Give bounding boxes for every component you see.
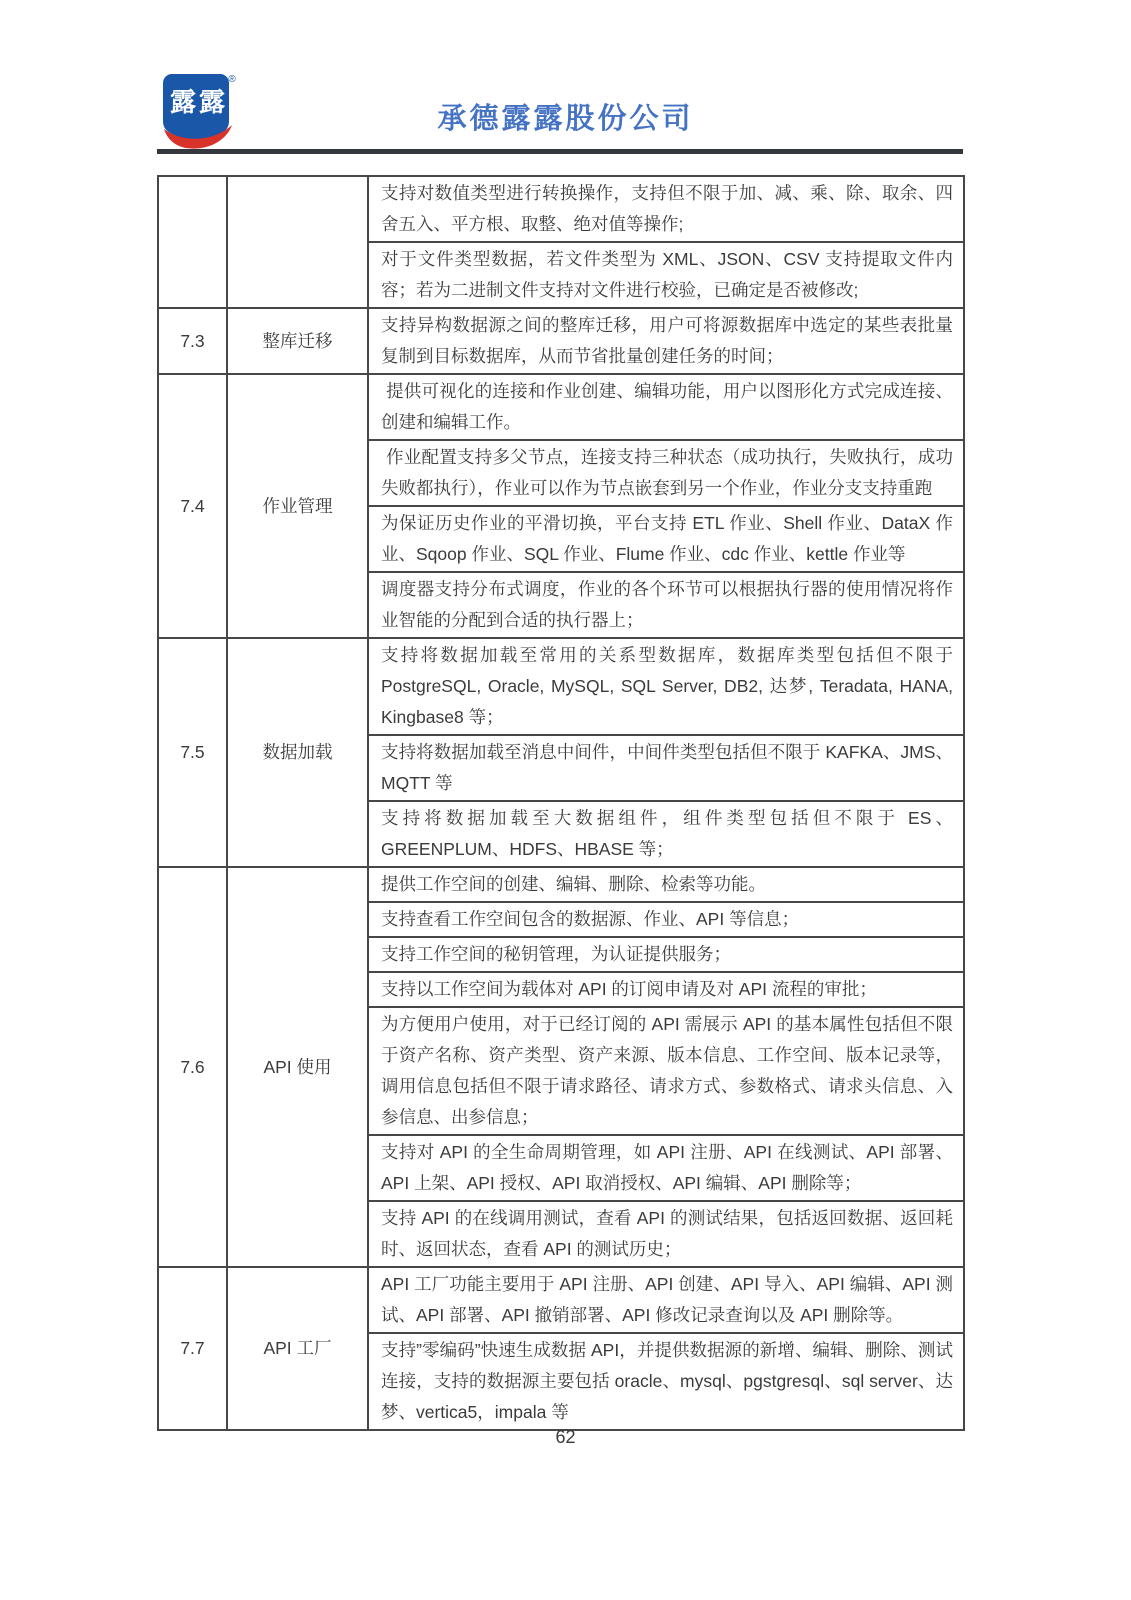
table-row	[158, 176, 964, 242]
description-cell: 支持将数据加载至常用的关系型数据库，数据库类型包括但不限于 PostgreSQL, Oracle, MySQL, SQL Server, DB2, 达梦, Teradata, HANA, Kingbase8 等；	[368, 638, 964, 735]
description-cell: 支持查看工作空间包含的数据源、作业、API 等信息；	[368, 902, 964, 937]
description-cell: 支持以工作空间为载体对 API 的订阅申请及对 API 流程的审批；	[368, 972, 964, 1007]
row-number-cell: 7.3	[158, 308, 227, 374]
description-cell: 调度器支持分布式调度，作业的各个环节可以根据执行器的使用情况将作业智能的分配到合适的执行器上；	[368, 572, 964, 638]
row-number-cell: 7.6	[158, 867, 227, 1267]
row-number-cell: 7.4	[158, 374, 227, 638]
requirements-table	[157, 175, 963, 1431]
category-cell: API 使用	[227, 867, 368, 1267]
category-cell: API 工厂	[227, 1267, 368, 1430]
description-cell: 支持对数值类型进行转换操作，支持但不限于加、减、乘、除、取余、四舍五入、平方根、取整、绝对值等操作;	[368, 176, 964, 242]
row-number-cell: 7.7	[158, 1267, 227, 1430]
row-number-cell: 7.5	[158, 638, 227, 867]
registered-mark-icon: ®	[228, 74, 236, 85]
category-cell: 数据加载	[227, 638, 368, 867]
category-cell	[227, 176, 368, 308]
description-cell: 作业配置支持多父节点，连接支持三种状态（成功执行，失败执行，成功失败都执行），作业可以作为节点嵌套到另一个作业，作业分支支持重跑	[368, 440, 964, 506]
description-cell: API 工厂功能主要用于 API 注册、API 创建、API 导入、API 编辑、API 测试、API 部署、API 撤销部署、API 修改记录查询以及 API 删除等。	[368, 1267, 964, 1333]
description-cell: 为方便用户使用，对于已经订阅的 API 需展示 API 的基本属性包括但不限于资产名称、资产类型、资产来源、版本信息、工作空间、版本记录等，调用信息包括但不限于请求路径、请求方式、参数格式、请求头信息、入参信息、出参信息；	[368, 1007, 964, 1135]
description-cell: 支持”零编码”快速生成数据 API，并提供数据源的新增、编辑、删除、测试连接，支持的数据源主要包括 oracle、mysql、pgstgresql、sql server、达梦、vertica5，impala 等	[368, 1333, 964, 1430]
category-cell: 整库迁移	[227, 308, 368, 374]
header-rule	[157, 149, 963, 154]
table-row	[158, 1267, 964, 1333]
description-cell: 支持对 API 的全生命周期管理，如 API 注册、API 在线测试、API 部署、API 上架、API 授权、API 取消授权、API 编辑、API 删除等；	[368, 1135, 964, 1201]
description-cell: 支持将数据加载至大数据组件，组件类型包括但不限于 ES、GREENPLUM、HDFS、HBASE 等；	[368, 801, 964, 867]
table-row	[158, 867, 964, 902]
description-cell: 支持异构数据源之间的整库迁移，用户可将源数据库中选定的某些表批量复制到目标数据库，从而节省批量创建任务的时间；	[368, 308, 964, 374]
description-cell: 支持 API 的在线调用测试，查看 API 的测试结果，包括返回数据、返回耗时、返回状态，查看 API 的测试历史；	[368, 1201, 964, 1267]
description-cell: 支持工作空间的秘钥管理，为认证提供服务；	[368, 937, 964, 972]
page-number: 62	[555, 1427, 576, 1447]
table-row	[158, 374, 964, 440]
description-cell: 为保证历史作业的平滑切换，平台支持 ETL 作业、Shell 作业、DataX 作业、Sqoop 作业、SQL 作业、Flume 作业、cdc 作业、kettle 作业等	[368, 506, 964, 572]
company-title: 承德露露股份公司	[437, 103, 694, 135]
description-cell: 提供可视化的连接和作业创建、编辑功能，用户以图形化方式完成连接、创建和编辑工作。	[368, 374, 964, 440]
description-cell: 提供工作空间的创建、编辑、删除、检索等功能。	[368, 867, 964, 902]
table-row	[158, 638, 964, 735]
description-cell: 对于文件类型数据，若文件类型为 XML、JSON、CSV 支持提取文件内容；若为二进制文件支持对文件进行校验，已确定是否被修改;	[368, 242, 964, 308]
logo-characters: 露露	[169, 87, 229, 117]
row-number-cell	[158, 176, 227, 308]
category-cell: 作业管理	[227, 374, 368, 638]
table-row	[158, 308, 964, 374]
description-cell: 支持将数据加载至消息中间件，中间件类型包括但不限于 KAFKA、JMS、MQTT 等	[368, 735, 964, 801]
